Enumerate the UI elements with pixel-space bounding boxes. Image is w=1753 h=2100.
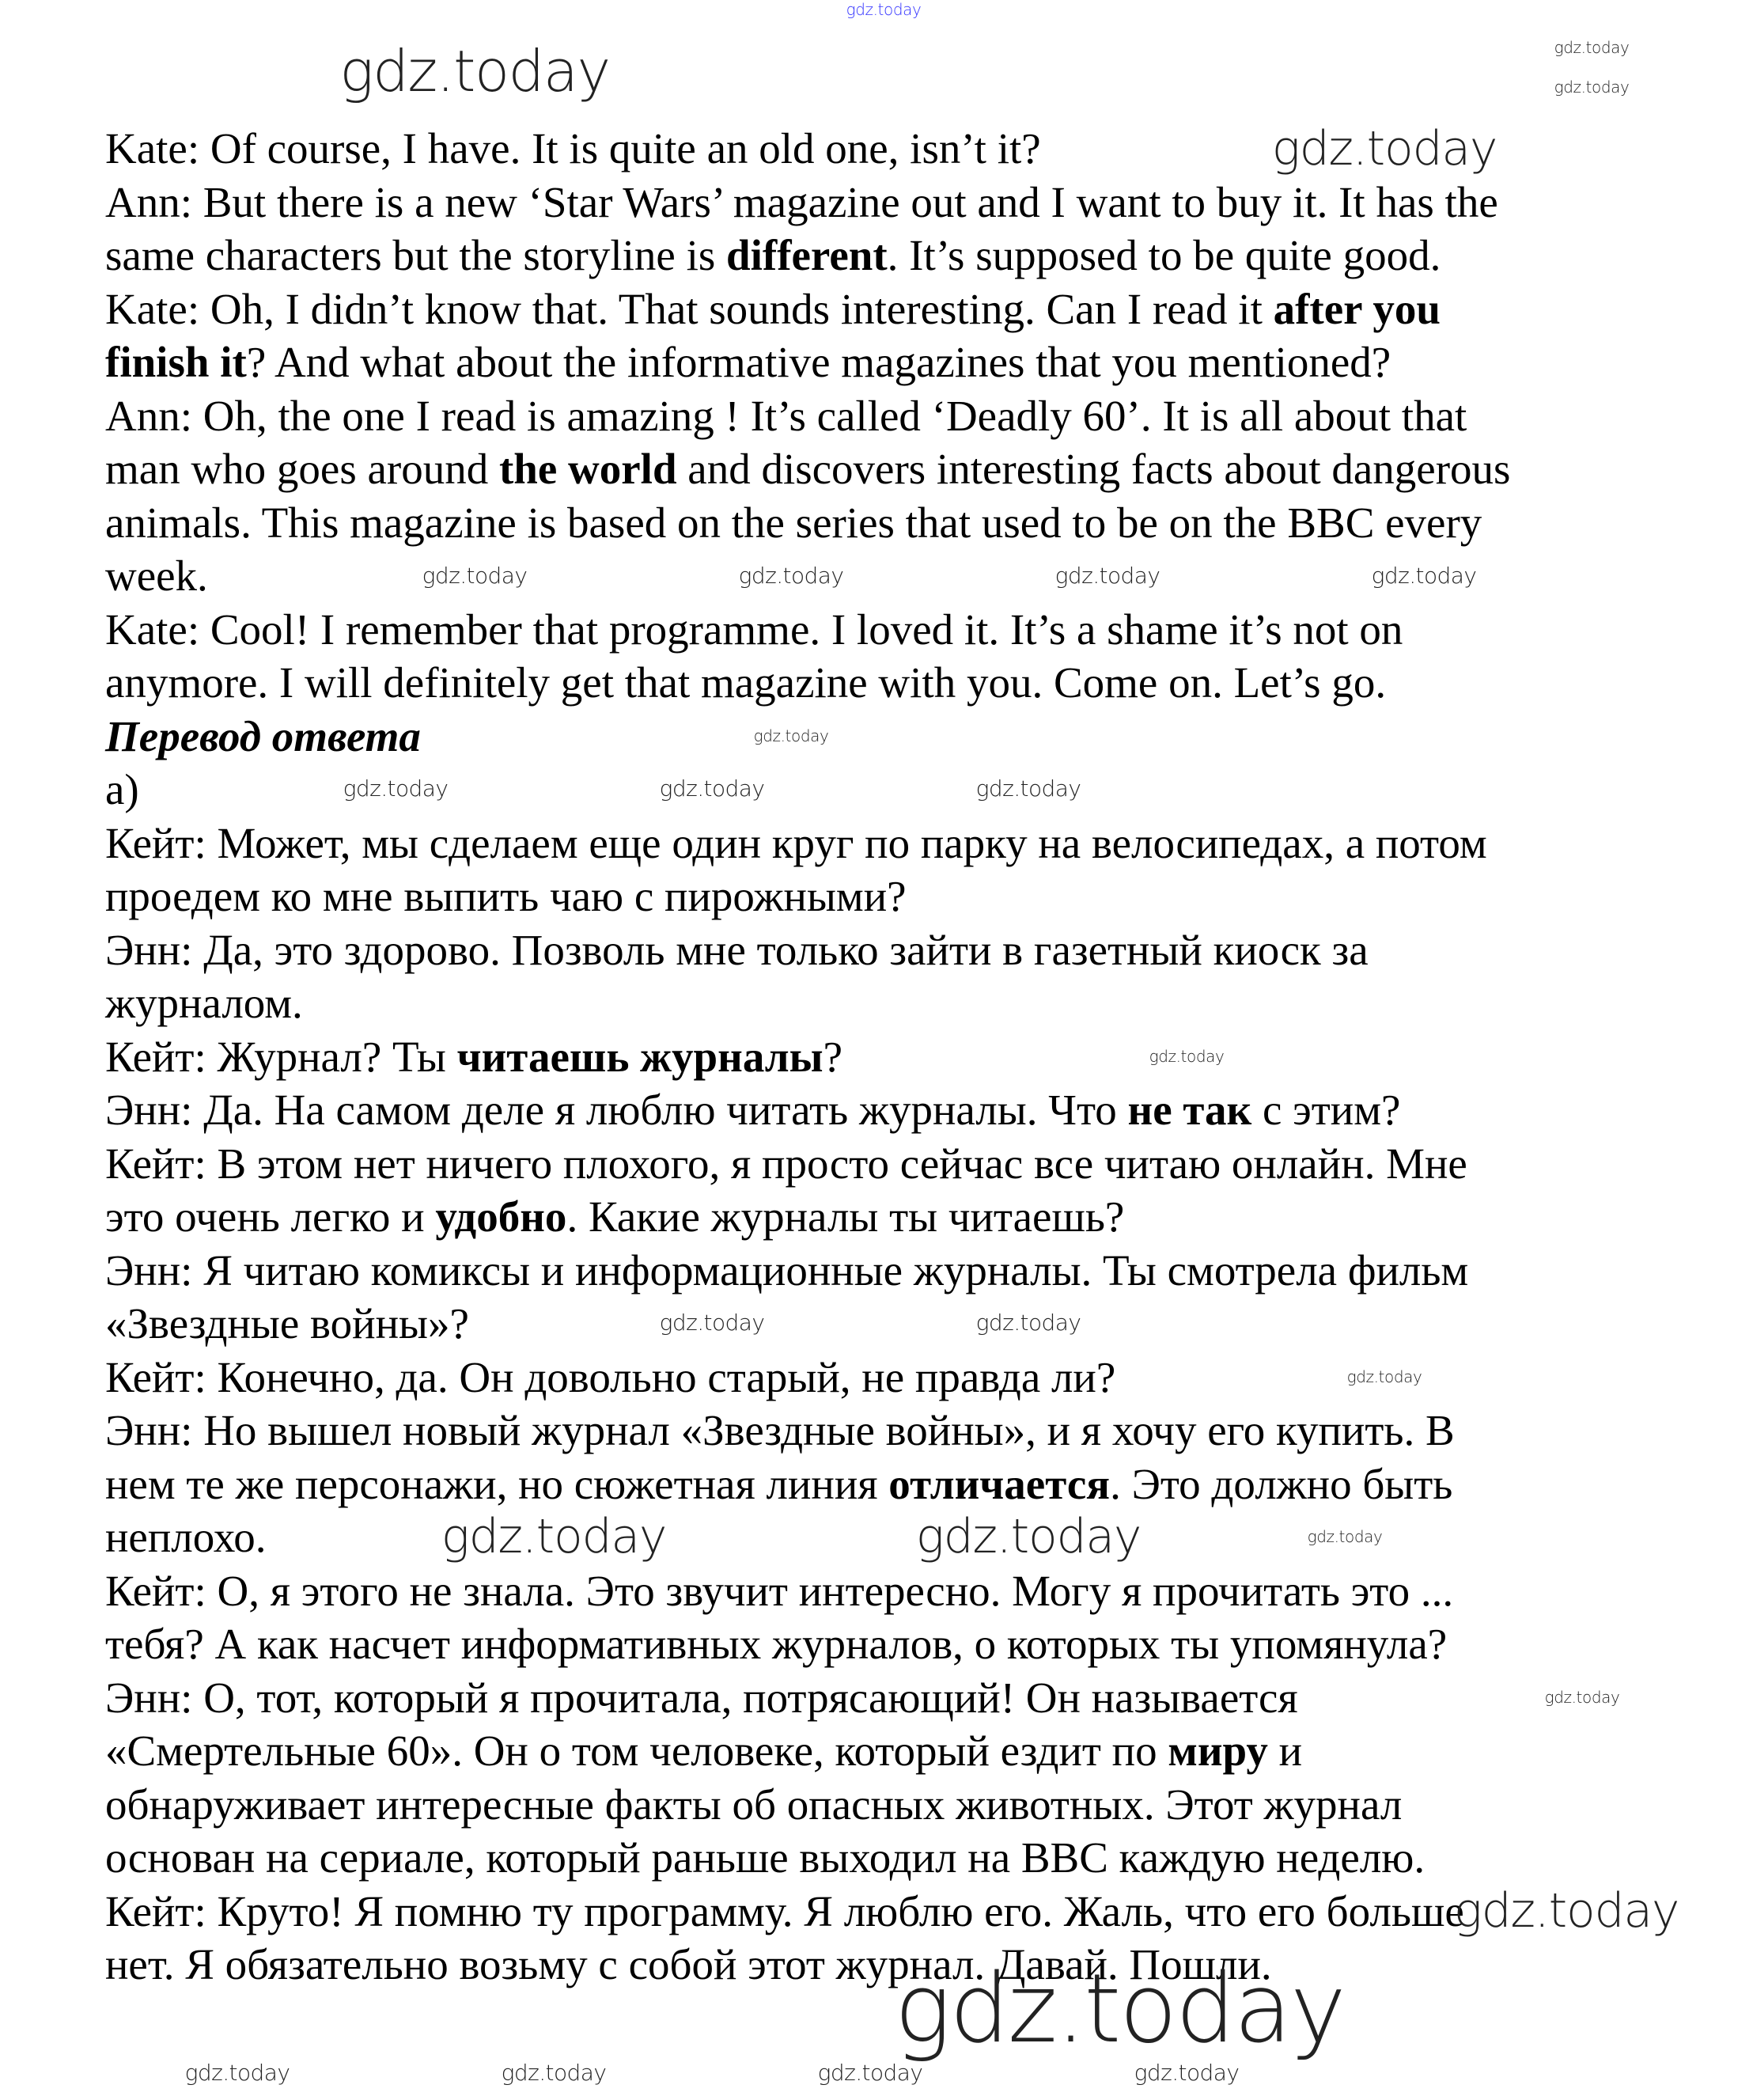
emphasized-text: finish it xyxy=(105,338,247,386)
watermark: gdz.today xyxy=(441,1509,667,1564)
watermark: gdz.today xyxy=(1307,1527,1383,1546)
emphasized-text: the world xyxy=(498,445,677,493)
watermark: gdz.today xyxy=(753,726,829,745)
watermark: gdz.today xyxy=(343,775,449,802)
text-line xyxy=(105,1137,1687,1191)
text-segment: Кейт: Может, мы сделаем еще один круг по парку на велосипедах, а потом xyxy=(105,818,1487,867)
watermark: gdz.today xyxy=(1371,563,1477,589)
watermark: gdz.today xyxy=(738,563,844,589)
text-line xyxy=(105,282,1687,336)
text-segment: man who goes around xyxy=(105,445,499,493)
text-segment: Энн: Да, это здорово. Позволь мне только зайти в газетный киоск за xyxy=(105,925,1369,974)
watermark: gdz.today xyxy=(184,2060,290,2086)
text-line xyxy=(105,1351,1687,1404)
text-line xyxy=(105,1190,1687,1244)
text-segment: ? xyxy=(823,1032,843,1081)
text-line xyxy=(105,1083,1687,1137)
text-segment: журналом. xyxy=(105,979,303,1027)
text-line xyxy=(105,923,1687,977)
text-line xyxy=(105,817,1687,870)
text-line xyxy=(105,1030,1687,1084)
text-line xyxy=(105,176,1687,229)
text-segment: с этим? xyxy=(1251,1086,1401,1134)
text-line xyxy=(105,229,1687,282)
text-segment: Кейт: Круто! Я помню ту программу. Я люблю его. Жаль, что его больше xyxy=(105,1886,1464,1935)
watermark: gdz.today xyxy=(659,775,765,802)
emphasized-text: Перевод ответа xyxy=(105,711,421,760)
watermark: gdz.today xyxy=(1054,563,1160,589)
text-line xyxy=(105,1885,1687,1939)
watermark: gdz.today xyxy=(659,1310,765,1336)
text-segment: anymore. I will definitely get that magazine with you. Come on. Let’s go. xyxy=(105,658,1387,707)
watermark: gdz.today xyxy=(1554,78,1630,97)
watermark: gdz.today xyxy=(1271,121,1497,176)
text-segment: Энн: Да. На самом деле я люблю читать журналы. Что xyxy=(105,1086,1128,1134)
text-line xyxy=(105,603,1687,657)
watermark: gdz.today xyxy=(1149,1047,1225,1066)
emphasized-text: не так xyxy=(1127,1086,1252,1134)
text-segment: Kate: Of course, I have. It is quite an old one, isn’t it? xyxy=(105,124,1041,172)
text-segment: нем те же персонажи, но сюжетная линия xyxy=(105,1459,889,1508)
text-segment: неплохо. xyxy=(105,1513,267,1561)
emphasized-text: отличается xyxy=(888,1459,1111,1508)
watermark: gdz.today xyxy=(339,38,610,104)
text-line xyxy=(105,389,1687,443)
text-line xyxy=(105,496,1687,550)
text-line xyxy=(105,1671,1687,1725)
emphasized-text: different xyxy=(726,231,888,279)
text-segment: «Звездные войны»? xyxy=(105,1299,469,1348)
text-line xyxy=(105,1724,1687,1778)
emphasized-text: after you xyxy=(1273,284,1441,333)
watermark: gdz.today xyxy=(1134,2060,1240,2086)
text-segment: same characters but the storyline is xyxy=(105,231,727,279)
text-segment: Kate: Oh, I didn’t know that. That sounds interesting. Can I read it xyxy=(105,284,1274,333)
text-segment: проедем ко мне выпить чаю с пирожными? xyxy=(105,872,907,920)
text-segment: Энн: Я читаю комиксы и информационные журналы. Ты смотрела фильм xyxy=(105,1245,1469,1294)
watermark: gdz.today xyxy=(1544,1688,1620,1707)
text-segment: и xyxy=(1267,1727,1303,1775)
text-segment: Ann: Oh, the one I read is amazing ! It’s called ‘Deadly 60’. It is all about that xyxy=(105,391,1467,440)
text-segment: Энн: Но вышел новый журнал «Звездные войны», и я хочу его купить. В xyxy=(105,1406,1455,1454)
text-segment: нет. Я обязательно возьму с собой этот журнал. Давай. Пошли. xyxy=(105,1940,1272,1988)
emphasized-text: читаешь журналы xyxy=(456,1032,823,1081)
text-segment: Кейт: Журнал? Ты xyxy=(105,1032,457,1081)
section-heading xyxy=(105,710,1687,764)
text-segment: а) xyxy=(105,765,139,813)
watermark: gdz.today xyxy=(975,775,1081,802)
text-line xyxy=(105,1564,1687,1618)
text-segment: Kate: Cool! I remember that programme. I loved it. It’s a shame it’s not on xyxy=(105,605,1403,654)
text-segment: and discovers interesting facts about dangerous xyxy=(676,445,1511,493)
text-line xyxy=(105,1831,1687,1885)
text-line xyxy=(105,1511,1687,1564)
text-line xyxy=(105,656,1687,710)
text-line xyxy=(105,1404,1687,1457)
text-segment: это очень легко и xyxy=(105,1192,436,1241)
text-segment: Кейт: В этом нет ничего плохого, я просто сейчас все читаю онлайн. Мне xyxy=(105,1139,1467,1188)
watermark: gdz.today xyxy=(1453,1883,1679,1939)
watermark: gdz.today xyxy=(894,1954,1345,2064)
text-segment: обнаруживает интересные факты об опасных животных. Этот журнал xyxy=(105,1780,1403,1829)
text-segment: Энн: О, тот, который я прочитала, потрясающий! Он называется xyxy=(105,1673,1298,1722)
text-segment: основан на сериале, который раньше выходил на BBC каждую неделю. xyxy=(105,1833,1425,1882)
text-segment: ? And what about the informative magazines that you mentioned? xyxy=(246,338,1391,386)
text-segment: «Смертельные 60». Он о том человеке, который ездит по xyxy=(105,1727,1168,1775)
text-line xyxy=(105,1297,1687,1351)
watermark: gdz.today xyxy=(817,2060,923,2086)
text-line xyxy=(105,1778,1687,1832)
text-line xyxy=(105,870,1687,923)
text-segment: Ann: But there is a new ‘Star Wars’ magazine out and I want to buy it. It has the xyxy=(105,177,1498,226)
text-line xyxy=(105,976,1687,1030)
text-line xyxy=(105,335,1687,389)
watermark-top: gdz.today xyxy=(846,0,922,19)
text-segment: Кейт: Конечно, да. Он довольно старый, не правда ли? xyxy=(105,1352,1116,1401)
watermark: gdz.today xyxy=(915,1509,1142,1564)
watermark: gdz.today xyxy=(422,563,528,589)
text-line xyxy=(105,1244,1687,1298)
text-segment: Кейт: О, я этого не знала. Это звучит интересно. Могу я прочитать это ... xyxy=(105,1566,1454,1615)
text-segment: . It’s supposed to be quite good. xyxy=(887,231,1441,279)
text-segment: . Это должно быть xyxy=(1110,1459,1453,1508)
text-line xyxy=(105,1617,1687,1671)
emphasized-text: удобно xyxy=(435,1192,567,1241)
watermark: gdz.today xyxy=(501,2060,607,2086)
text-segment: week. xyxy=(105,552,208,600)
watermark: gdz.today xyxy=(975,1310,1081,1336)
text-segment: тебя? А как насчет информативных журналов, о которых ты упомянула? xyxy=(105,1620,1448,1668)
document-body xyxy=(105,122,1687,1992)
watermark: gdz.today xyxy=(1346,1367,1422,1386)
text-segment: . Какие журналы ты читаешь? xyxy=(566,1192,1125,1241)
text-line xyxy=(105,1457,1687,1511)
watermark: gdz.today xyxy=(1554,38,1630,57)
text-line xyxy=(105,442,1687,496)
text-segment: animals. This magazine is based on the series that used to be on the BBC every xyxy=(105,498,1482,547)
emphasized-text: миру xyxy=(1168,1727,1268,1775)
